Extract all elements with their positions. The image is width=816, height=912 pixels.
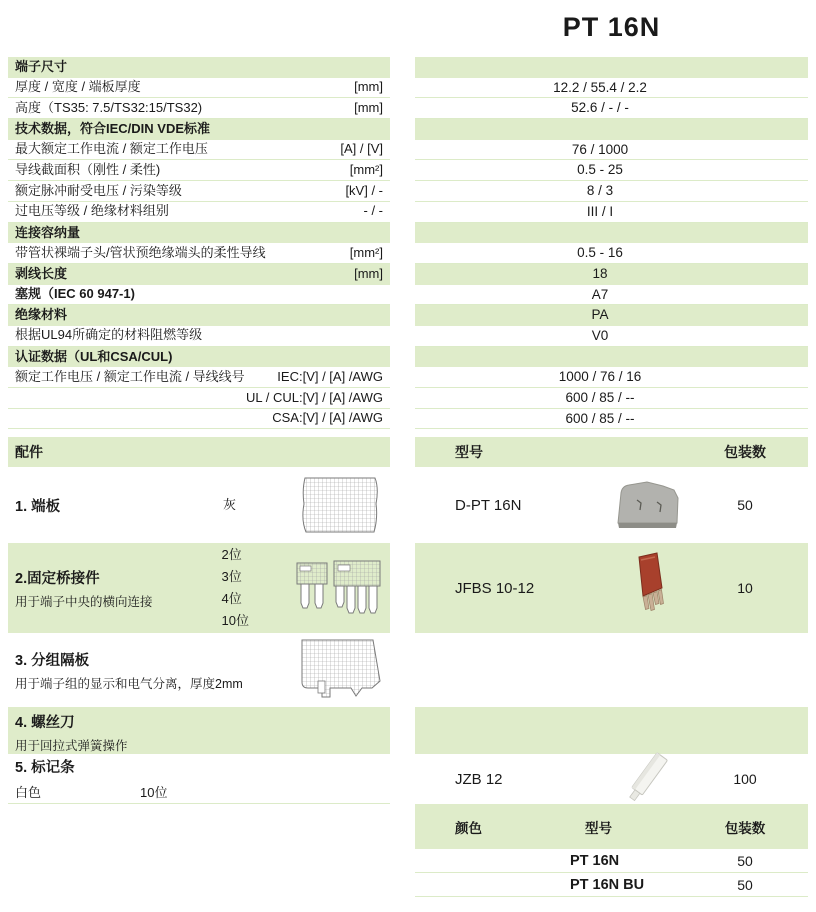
spec-row <box>0 140 816 161</box>
accessory-name: 3. 分组隔板 <box>15 652 90 669</box>
spec-value: PA <box>415 305 808 326</box>
color-column-header: 颜色 <box>455 820 482 836</box>
end-plate-photo <box>605 477 690 533</box>
spec-row <box>0 119 816 140</box>
spec-unit: [mm] <box>354 79 383 95</box>
spec-value <box>415 347 808 368</box>
spec-value: A7 <box>415 285 808 306</box>
model-name: PT 16N BU <box>570 876 645 893</box>
spec-value: 0.5 - 16 <box>415 243 808 264</box>
spec-label: 塞规（IEC 60 947-1) <box>15 286 135 302</box>
spec-label: 最大额定工作电流 / 额定工作电压 <box>15 141 208 157</box>
spec-label: 根据UL94所确定的材料阻燃等级 <box>15 327 203 343</box>
spec-label: 导线截面积（刚性 / 柔性) <box>15 161 161 177</box>
color-table-row <box>0 849 816 873</box>
spec-row <box>0 409 816 430</box>
accessory-name: 5. 标记条 <box>15 760 75 776</box>
spec-value: III / I <box>415 202 808 223</box>
accessories-section-title: 配件 <box>15 444 43 460</box>
spec-unit: [mm] <box>354 265 383 281</box>
accessory-row-partition <box>0 633 816 707</box>
spec-label: 额定脉冲耐受电压 / 污染等级 <box>15 182 182 198</box>
option: 10位 <box>221 613 249 628</box>
model-name: JZB 12 <box>455 770 503 788</box>
accessory-color: 白色 <box>15 785 42 800</box>
spec-value: 1000 / 76 / 16 <box>415 367 808 388</box>
partition-plate-drawing <box>294 637 384 703</box>
spec-label: 过电压等级 / 绝缘材料组别 <box>15 203 169 219</box>
spec-value: 0.5 - 25 <box>415 160 808 181</box>
spec-unit: [mm²] <box>349 161 383 177</box>
pack-quantity: 10 <box>737 580 753 596</box>
accessory-row-end-plate <box>0 467 816 543</box>
bridge-pole-options <box>222 544 296 632</box>
accessory-name: 2.固定桥接件 <box>15 570 100 587</box>
spec-unit: [mm] <box>354 99 383 115</box>
spec-label: 连接容纳量 <box>15 224 81 240</box>
spec-unit: [A] / [V] <box>340 141 383 157</box>
spec-value: 600 / 85 / -- <box>415 409 808 430</box>
spec-value: 600 / 85 / -- <box>415 388 808 409</box>
color-table-row <box>0 873 816 897</box>
spec-row <box>0 285 816 306</box>
pack-quantity: 100 <box>733 771 757 787</box>
section-header-row <box>0 437 816 467</box>
spec-unit: CSA:[V] / [A] /AWG <box>272 410 383 426</box>
page-title: PT 16N <box>562 12 661 42</box>
spec-table <box>0 57 816 429</box>
red-bridge-photo <box>605 552 690 624</box>
spec-value <box>415 223 808 244</box>
pack-quantity: 50 <box>737 876 753 893</box>
white-marker-strip-photo <box>605 751 690 807</box>
model-name: PT 16N <box>570 852 620 869</box>
model-name: JFBS 10-12 <box>455 579 535 597</box>
end-plate-drawing <box>298 474 382 536</box>
spec-label: 技术数据，符合IEC/DIN VDE标准 <box>15 121 211 137</box>
accessory-note: 用于回拉式弹簧操作 <box>15 739 128 753</box>
fixed-bridge-drawing <box>296 556 384 620</box>
spec-row <box>0 223 816 244</box>
model-column-header: 型号 <box>455 444 483 460</box>
spec-unit: IEC:[V] / [A] /AWG <box>277 368 383 384</box>
spec-row <box>0 57 816 78</box>
spec-value: 76 / 1000 <box>415 140 808 161</box>
spec-row <box>0 388 816 409</box>
spec-value <box>415 119 808 140</box>
spec-unit: [mm²] <box>349 244 383 260</box>
spec-label: 绝缘材料 <box>15 307 68 323</box>
spec-row <box>0 160 816 181</box>
accessory-note: 用于端子组的显示和电气分离，厚度2mm <box>15 676 243 691</box>
accessory-row-screwdriver <box>0 707 816 754</box>
accessories-and-models <box>0 437 816 897</box>
accessory-name: 4. 螺丝刀 <box>15 715 75 731</box>
spec-label: 额定工作电压 / 额定工作电流 / 导线线号 <box>15 368 245 384</box>
spec-label: 剥线长度 <box>15 265 68 281</box>
spec-value <box>415 57 808 78</box>
spec-row <box>0 347 816 368</box>
pack-quantity: 50 <box>737 852 753 869</box>
spec-unit: - / - <box>363 203 383 219</box>
spec-row <box>0 367 816 388</box>
spec-row <box>0 326 816 347</box>
pack-column-header: 包装数 <box>724 820 766 836</box>
spec-row <box>0 181 816 202</box>
option: 3位 <box>221 569 242 584</box>
accessory-row-bridge <box>0 543 816 633</box>
spec-row <box>0 243 816 264</box>
accessory-option: 10位 <box>140 785 168 800</box>
spec-unit: [kV] / - <box>345 182 383 198</box>
accessory-color: 灰 <box>223 497 237 512</box>
spec-row <box>0 202 816 223</box>
accessory-row-marker <box>0 754 816 804</box>
spec-unit: UL / CUL:[V] / [A] /AWG <box>245 389 383 405</box>
spec-value: 12.2 / 55.4 / 2.2 <box>415 78 808 99</box>
pack-column-header: 包装数 <box>724 444 766 460</box>
spec-row <box>0 98 816 119</box>
spec-label: 端子尺寸 <box>15 59 68 74</box>
accessory-name: 1. 端板 <box>15 498 61 515</box>
pack-quantity: 50 <box>737 497 753 513</box>
spec-value: 18 <box>415 264 808 285</box>
model-column-header: 型号 <box>585 820 612 836</box>
option: 2位 <box>221 547 242 562</box>
spec-label: 带管状裸端子头/管状预绝缘端头的柔性导线 <box>15 244 266 260</box>
accessory-note: 用于端子中央的横向连接 <box>15 594 153 609</box>
spec-label: 厚度 / 宽度 / 端板厚度 <box>15 79 141 95</box>
model-name: D-PT 16N <box>455 496 522 514</box>
spec-value: V0 <box>415 326 808 347</box>
spec-label: 认证数据（UL和CSA/CUL) <box>15 348 173 364</box>
spec-row <box>0 264 816 285</box>
option: 4位 <box>221 591 242 606</box>
spec-label: 高度（TS35: 7.5/TS32:15/TS32) <box>15 99 203 115</box>
spec-row <box>0 305 816 326</box>
color-table-header-row <box>0 804 816 849</box>
spec-value: 8 / 3 <box>415 181 808 202</box>
spec-value: 52.6 / - / - <box>415 98 808 119</box>
spec-row <box>0 78 816 99</box>
